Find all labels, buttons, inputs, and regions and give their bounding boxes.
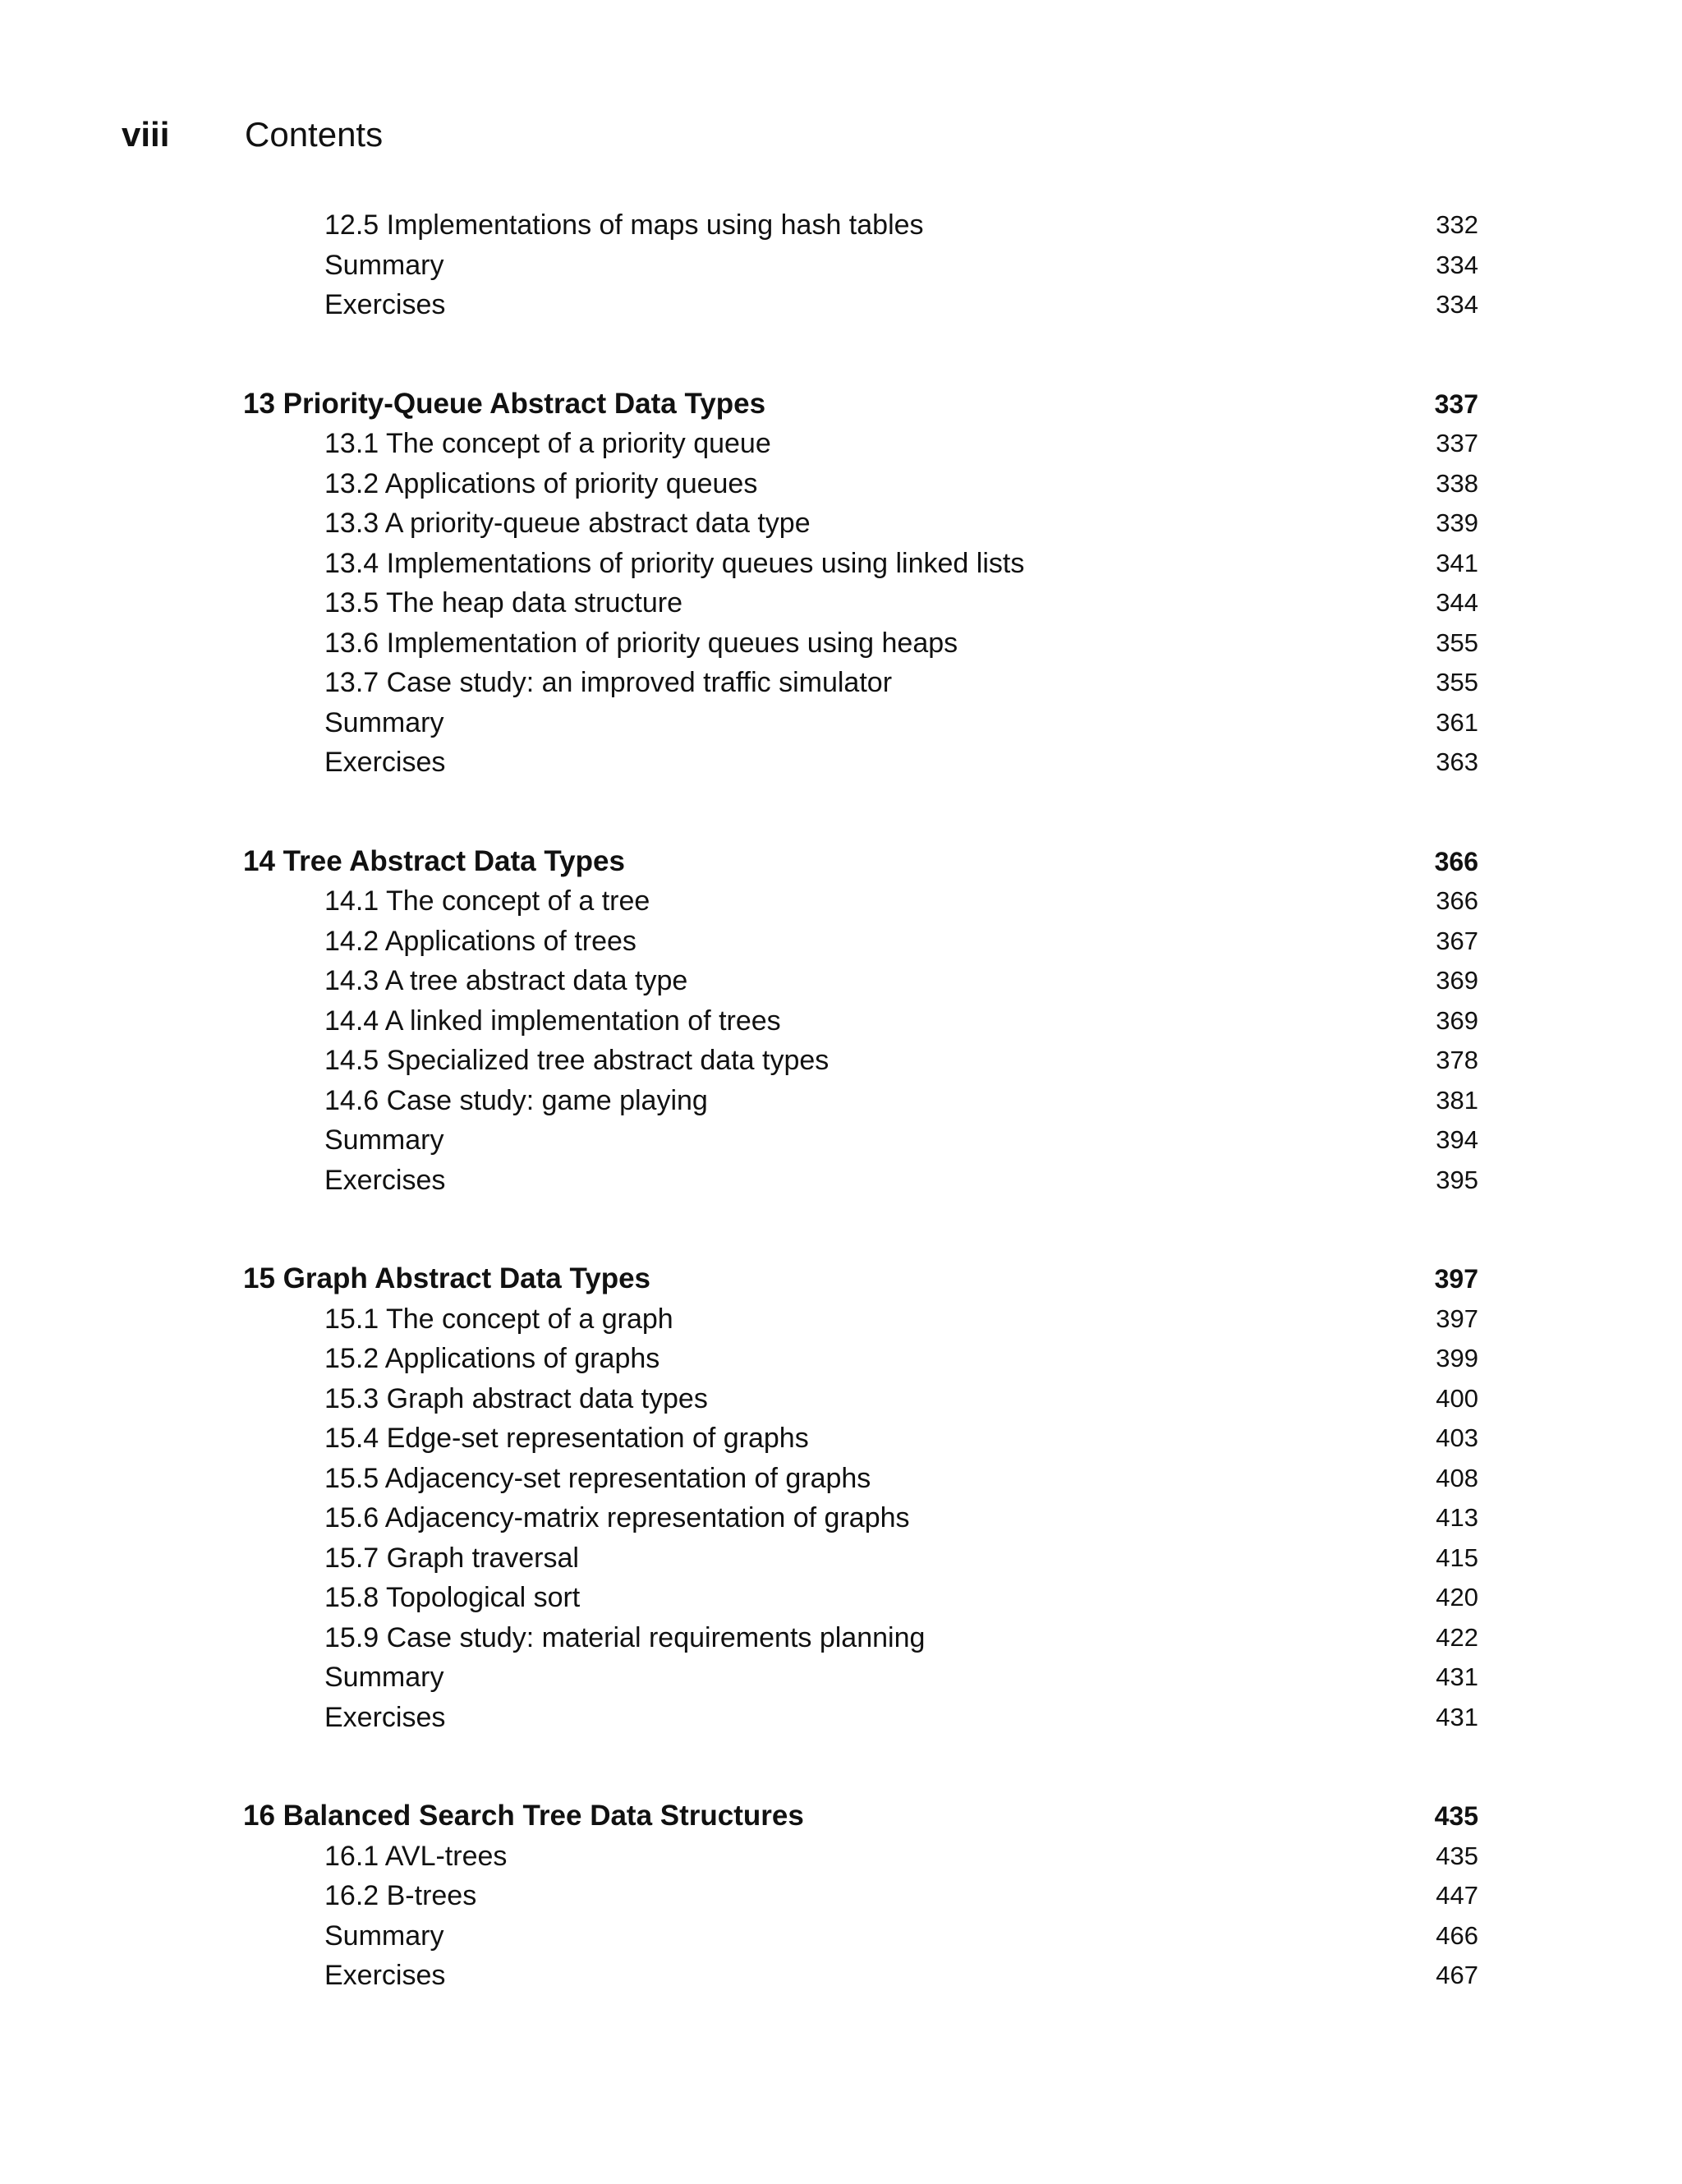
chapter-heading	[238, 842, 1487, 882]
entry-title: 13.7 Case study: an improved traffic simulator	[324, 667, 893, 698]
chapter-page-number: 397	[1434, 1264, 1478, 1294]
chapter-title: 16 Balanced Search Tree Data Structures	[243, 1800, 804, 1832]
entry-page-number: 466	[1436, 1920, 1478, 1950]
entry-page-number: 367	[1436, 926, 1478, 955]
toc-entry	[238, 703, 1487, 743]
entry-title: 15.6 Adjacency-matrix representation of graphs	[324, 1502, 910, 1533]
entry-page-number: 334	[1436, 290, 1478, 319]
entry-page-number: 339	[1436, 508, 1478, 537]
toc-entry	[238, 1041, 1487, 1081]
toc-entry	[238, 1120, 1487, 1161]
toc-entry	[238, 1001, 1487, 1041]
entry-title: Exercises	[324, 1164, 446, 1196]
toc-entry	[238, 1698, 1487, 1738]
chapter-page-number: 337	[1434, 389, 1478, 419]
chapter-section	[238, 384, 1487, 783]
entry-title: Exercises	[324, 1701, 446, 1733]
chapter-page-number: 435	[1434, 1801, 1478, 1831]
toc-entry	[238, 1339, 1487, 1379]
entry-title: Exercises	[324, 747, 446, 778]
toc-entry	[238, 1876, 1487, 1916]
continued-section	[238, 205, 1487, 325]
entry-title: Exercises	[324, 289, 446, 320]
entry-page-number: 337	[1436, 429, 1478, 457]
chapter-heading	[238, 1796, 1487, 1837]
toc-entry	[238, 424, 1487, 464]
entry-page-number: 334	[1436, 250, 1478, 279]
toc-entry	[238, 246, 1487, 286]
toc-entry	[238, 1916, 1487, 1956]
entry-title: Exercises	[324, 1960, 446, 1991]
toc-entry	[238, 1956, 1487, 1996]
entry-page-number: 467	[1436, 1961, 1478, 1989]
toc-entry	[238, 1459, 1487, 1499]
entry-title: 13.6 Implementation of priority queues using heaps	[324, 627, 958, 659]
toc-entry	[238, 1618, 1487, 1658]
entry-page-number: 341	[1436, 548, 1478, 577]
entry-title: 14.4 A linked implementation of trees	[324, 1005, 781, 1037]
toc-entry	[238, 1161, 1487, 1201]
toc-entry	[238, 743, 1487, 783]
entry-page-number: 447	[1436, 1881, 1478, 1910]
entry-title: 16.2 B-trees	[324, 1880, 477, 1911]
table-of-contents	[238, 205, 1487, 2055]
entry-page-number: 355	[1436, 628, 1478, 657]
chapter-title: 15 Graph Abstract Data Types	[243, 1262, 650, 1294]
entry-title: 15.7 Graph traversal	[324, 1542, 579, 1574]
entry-title: Summary	[324, 706, 444, 738]
toc-entry	[238, 663, 1487, 703]
chapter-heading	[238, 1259, 1487, 1299]
entry-page-number: 397	[1436, 1304, 1478, 1333]
entry-page-number: 415	[1436, 1543, 1478, 1572]
entry-page-number: 403	[1436, 1423, 1478, 1452]
entry-title: Summary	[324, 1920, 444, 1952]
toc-entry	[238, 285, 1487, 325]
entry-page-number: 400	[1436, 1383, 1478, 1413]
chapter-section	[238, 1259, 1487, 1737]
entry-title: 13.2 Applications of priority queues	[324, 467, 758, 499]
entry-title: 15.4 Edge-set representation of graphs	[324, 1423, 809, 1454]
entry-title: 13.5 The heap data structure	[324, 587, 683, 618]
entry-title: Summary	[324, 1662, 444, 1693]
toc-entry	[238, 503, 1487, 544]
toc-entry	[238, 583, 1487, 623]
entry-page-number: 422	[1436, 1622, 1478, 1652]
entry-page-number: 338	[1436, 468, 1478, 498]
entry-title: 14.2 Applications of trees	[324, 925, 636, 957]
toc-entry	[238, 544, 1487, 584]
toc-entry	[238, 464, 1487, 504]
toc-entry	[238, 1418, 1487, 1459]
toc-entry	[238, 1578, 1487, 1618]
entry-page-number: 431	[1436, 1702, 1478, 1731]
chapter-heading	[238, 384, 1487, 425]
entry-page-number: 420	[1436, 1583, 1478, 1612]
toc-entry	[238, 623, 1487, 664]
entry-title: 14.1 The concept of a tree	[324, 885, 650, 917]
entry-title: 15.2 Applications of graphs	[324, 1343, 660, 1374]
toc-entry	[238, 1379, 1487, 1419]
entry-page-number: 395	[1436, 1165, 1478, 1194]
entry-page-number: 363	[1436, 747, 1478, 776]
entry-page-number: 369	[1436, 966, 1478, 995]
toc-entry	[238, 1538, 1487, 1579]
chapter-page-number: 366	[1434, 846, 1478, 876]
entry-page-number: 344	[1436, 588, 1478, 617]
toc-entry	[238, 1299, 1487, 1340]
entry-page-number: 355	[1436, 668, 1478, 697]
entry-title: Summary	[324, 1124, 444, 1156]
entry-page-number: 435	[1436, 1841, 1478, 1870]
entry-page-number: 431	[1436, 1662, 1478, 1691]
entry-page-number: 408	[1436, 1463, 1478, 1492]
toc-entry	[238, 1498, 1487, 1538]
entry-title: 15.3 Graph abstract data types	[324, 1382, 708, 1414]
entry-page-number: 332	[1436, 210, 1478, 239]
toc-entry	[238, 1837, 1487, 1877]
entry-title: 14.5 Specialized tree abstract data types	[324, 1045, 830, 1076]
toc-entry	[238, 961, 1487, 1001]
toc-entry	[238, 1658, 1487, 1698]
entry-page-number: 366	[1436, 886, 1478, 915]
chapter-title: 14 Tree Abstract Data Types	[243, 844, 625, 877]
chapter-section	[238, 1796, 1487, 1996]
chapter-section	[238, 842, 1487, 1201]
entry-page-number: 413	[1436, 1503, 1478, 1532]
entry-title: 15.1 The concept of a graph	[324, 1303, 673, 1335]
entry-title: 15.9 Case study: material requirements planning	[324, 1621, 926, 1653]
entry-page-number: 369	[1436, 1005, 1478, 1035]
toc-entry	[238, 881, 1487, 922]
chapter-title: 13 Priority-Queue Abstract Data Types	[243, 387, 766, 420]
entry-page-number: 399	[1436, 1344, 1478, 1372]
entry-page-number: 378	[1436, 1046, 1478, 1074]
toc-entry	[238, 205, 1487, 246]
toc-entry	[238, 1081, 1487, 1121]
page-number: viii	[122, 115, 170, 154]
entry-title: 16.1 AVL-trees	[324, 1840, 508, 1872]
entry-title: 14.6 Case study: game playing	[324, 1084, 708, 1116]
entry-title: 15.5 Adjacency-set representation of graphs	[324, 1462, 871, 1494]
toc-entry	[238, 922, 1487, 962]
entry-title: 15.8 Topological sort	[324, 1582, 581, 1613]
entry-title: Summary	[324, 249, 444, 281]
entry-title: 14.3 A tree abstract data type	[324, 965, 688, 996]
entry-title: 13.4 Implementations of priority queues using linked lists	[324, 547, 1025, 579]
entry-title: 12.5 Implementations of maps using hash tables	[324, 209, 924, 241]
entry-page-number: 394	[1436, 1125, 1478, 1154]
entry-page-number: 381	[1436, 1085, 1478, 1115]
page-header	[122, 115, 383, 164]
entry-page-number: 361	[1436, 707, 1478, 737]
running-head: Contents	[245, 115, 384, 154]
entry-title: 13.1 The concept of a priority queue	[324, 428, 771, 459]
entry-title: 13.3 A priority-queue abstract data type	[324, 508, 811, 539]
